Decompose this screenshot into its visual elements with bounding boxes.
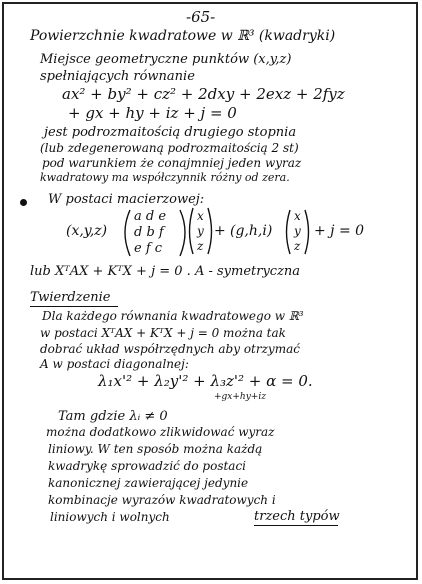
definition-line-1: jest podrozmaitością drugiego stopnia [44,125,297,140]
conclusion-underline [254,525,338,526]
theorem-line-2: w postaci XᵀAX + KᵀX + j = 0 można tak [40,326,286,340]
conclusion-line-7: liniowych i wolnych [50,510,170,524]
matrix-col2-x: x [294,209,301,223]
matrix-row-3: e f c [134,241,163,256]
matrix-linear-row: (g,h,i) [230,223,273,239]
matrix-tail: + j = 0 [314,223,365,239]
definition-line-3: pod warunkiem że conajmniej jeden wyraz [42,156,302,170]
conclusion-line-2: można dodatkowo zlikwidować wyraz [46,425,275,439]
theorem-underline [30,306,118,307]
intro-line-2: spełniających równanie [40,69,195,84]
diagonal-subscript: +gx+hy+iz [214,392,266,402]
matrix-col-x: x [197,209,204,223]
definition-line-4: kwadratowy ma współczynnik różny od zera. [40,171,290,184]
matrix-plus: + [214,223,226,239]
theorem-line-4: A w postaci diagonalnej: [40,357,189,371]
matrix-row-1: a d e [134,209,167,224]
intro-line-1: Miejsce geometryczne punktów (x,y,z) [40,52,292,67]
theorem-heading: Twierdzenie [30,290,111,305]
conclusion-line-1: Tam gdzie λᵢ ≠ 0 [58,409,168,424]
equation-line-2: + gx + hy + iz + j = 0 [68,104,237,122]
page-number: -65- [186,8,216,26]
conclusion-line-6: kombinacje wyrazów kwadratowych i [48,493,276,507]
matrix-col-y: y [197,224,204,238]
conclusion-emphasis: trzech typów [254,509,340,524]
theorem-line-3: dobrać układ współrzędnych aby otrzymać [40,342,300,356]
matrix-short-form: lub XᵀAX + KᵀX + j = 0 . A - symetryczna [30,264,301,279]
matrix-col2-y: y [294,224,301,238]
matrix-col2-z: z [294,239,301,253]
equation-line-1: ax² + by² + cz² + 2dxy + 2exz + 2fyz [62,85,345,103]
matrix-col-z: z [197,239,204,253]
conclusion-line-4: kwadrykę sprowadzić do postaci [48,459,247,473]
matrix-intro: W postaci macierzowej: [48,192,205,207]
conclusion-line-3: liniowy. W ten sposób można każdą [48,442,263,456]
matrix-row-2: d b f [134,225,164,240]
page-title: Powierzchnie kwadratowe w ℝ³ (kwadryki) [30,28,336,44]
definition-line-2: (lub zdegenerowaną podrozmaitością 2 st) [40,141,299,155]
conclusion-line-5: kanonicznej zawierającej jedynie [48,476,249,490]
matrix-row-vector: (x,y,z) [66,223,108,239]
diagonal-equation: λ₁x'² + λ₂y'² + λ₃z'² + α = 0. [98,372,313,390]
theorem-line-1: Dla każdego równania kwadratowego w ℝ³ [42,309,304,323]
